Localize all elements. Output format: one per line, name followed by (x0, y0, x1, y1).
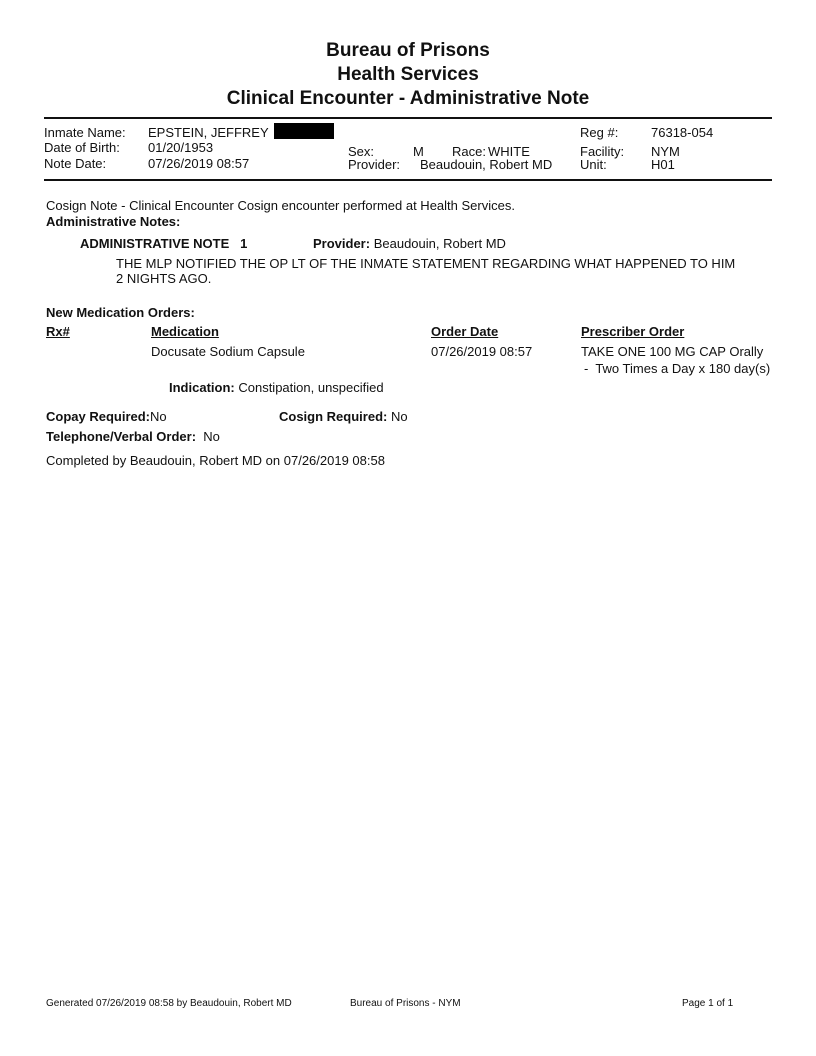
admin-note-provider-label: Provider: (313, 236, 371, 251)
col-header-rx: Rx# (46, 324, 70, 339)
telephone-verbal-order (46, 429, 220, 445)
cosign-value: No (390, 409, 408, 424)
race-label: Race: (452, 144, 486, 159)
reg-label: Reg #: (580, 125, 619, 140)
document-title-line3: Clinical Encounter - Administrative Note (226, 88, 590, 109)
indication-label: Indication: (169, 380, 235, 395)
reg-value: 76318-054 (651, 125, 714, 140)
copay-label: Copay Required: (46, 409, 151, 424)
prescriber-order-line1: TAKE ONE 100 MG CAP Orally (581, 344, 764, 359)
indication-value: Constipation, unspecified (238, 380, 384, 395)
inmate-name-value: EPSTEIN, JEFFREY (148, 125, 269, 140)
document-title-line1: Bureau of Prisons (326, 40, 490, 61)
redaction-bar (274, 123, 334, 139)
indication (169, 380, 384, 396)
provider-label: Provider: (348, 157, 401, 172)
dob-value: 01/20/1953 (148, 140, 214, 155)
sex-value: M (413, 144, 424, 159)
unit-label: Unit: (580, 157, 607, 172)
admin-notes-heading: Administrative Notes: (46, 214, 181, 229)
race-value: WHITE (488, 144, 530, 159)
unit-value: H01 (651, 157, 675, 172)
facility-label: Facility: (580, 144, 625, 159)
admin-note-label (80, 236, 247, 252)
footer-generated: Generated 07/26/2019 08:58 by Beaudouin, Robert MD (46, 998, 292, 1009)
col-header-prescriber-order: Prescriber Order (581, 324, 685, 339)
col-header-medication: Medication (151, 324, 219, 339)
col-header-order-date: Order Date (431, 324, 499, 339)
admin-note-title: ADMINISTRATIVE NOTE (80, 236, 230, 251)
prescriber-order-line2: - Two Times a Day x 180 day(s) (584, 361, 771, 376)
copay-value: No (150, 409, 167, 424)
cosign-note-line: Cosign Note - Clinical Encounter Cosign encounter performed at Health Services. (46, 198, 515, 213)
dob-label: Date of Birth: (44, 140, 120, 155)
cosign-required (279, 409, 408, 425)
header-top-rule (44, 117, 772, 119)
provider-value: Beaudouin, Robert MD (420, 157, 553, 172)
footer-page-number: Page 1 of 1 (682, 998, 734, 1009)
medication-order-date: 07/26/2019 08:57 (431, 344, 533, 359)
medication-name: Docusate Sodium Capsule (151, 344, 305, 359)
admin-note-provider (313, 236, 506, 252)
completed-by-line: Completed by Beaudouin, Robert MD on 07/26/2019 08:58 (46, 453, 385, 468)
inmate-name-label: Inmate Name: (44, 125, 126, 140)
sex-label: Sex: (348, 144, 375, 159)
admin-note-text-line1: THE MLP NOTIFIED THE OP LT OF THE INMATE STATEMENT REGARDING WHAT HAPPENED TO HIM (116, 256, 736, 271)
admin-note-number: 1 (240, 236, 248, 251)
note-date-value: 07/26/2019 08:57 (148, 156, 250, 171)
admin-note-provider-value: Beaudouin, Robert MD (373, 236, 506, 251)
header-bottom-rule (44, 179, 772, 181)
copay-required (46, 409, 167, 425)
medication-orders-heading: New Medication Orders: (46, 305, 195, 320)
cosign-label: Cosign Required: (279, 409, 388, 424)
admin-note-text-line2: 2 NIGHTS AGO. (116, 271, 212, 286)
telephone-label: Telephone/Verbal Order: (46, 429, 197, 444)
note-date-label: Note Date: (44, 156, 107, 171)
facility-value: NYM (651, 144, 680, 159)
telephone-value: No (203, 429, 220, 444)
document-title-line2: Health Services (337, 64, 479, 85)
footer-center: Bureau of Prisons - NYM (350, 998, 461, 1009)
